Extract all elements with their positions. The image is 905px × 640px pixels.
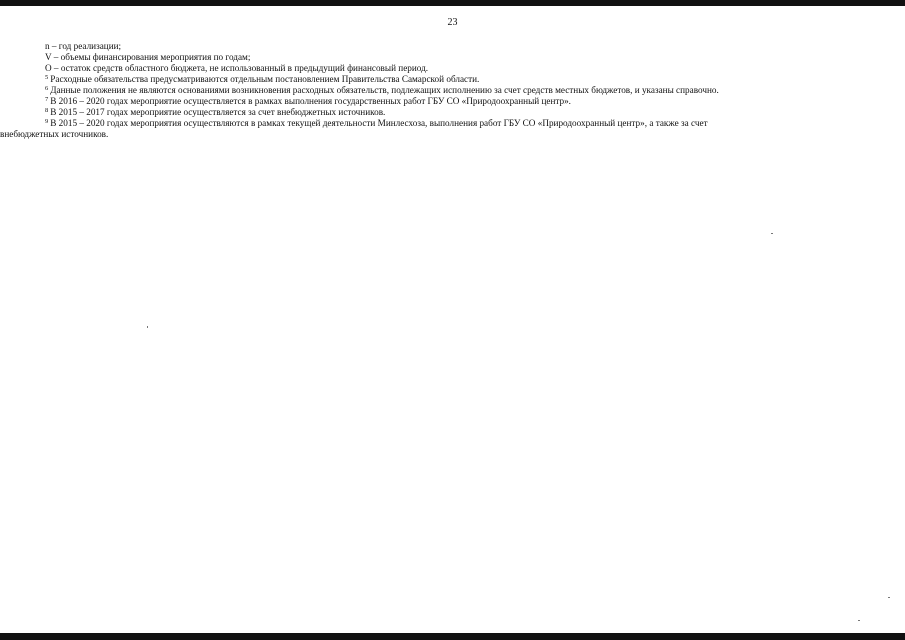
footnote-9-number: 9 bbox=[45, 118, 49, 125]
scan-speck bbox=[888, 597, 890, 598]
footnote-5-text: Расходные обязательства предусматриваются отдельным постановлением Правительства Самарской области. bbox=[50, 74, 480, 84]
footnote-8-number: 8 bbox=[45, 107, 49, 114]
page-number: 23 bbox=[447, 17, 458, 28]
footnote-9-continuation: внебюджетных источников. bbox=[0, 129, 109, 139]
notes-block bbox=[0, 41, 873, 140]
footnote-8 bbox=[45, 107, 873, 118]
page-bottom-border bbox=[0, 633, 905, 640]
definition-v: V – объемы финансирования мероприятия по годам; bbox=[45, 52, 251, 62]
footnote-6 bbox=[45, 85, 873, 96]
definition-o: O – остаток средств областного бюджета, не использованный в предыдущий финансовый период. bbox=[45, 63, 429, 73]
footnote-7 bbox=[45, 96, 873, 107]
footnote-7-number: 7 bbox=[45, 96, 49, 103]
footnote-8-text: В 2015 – 2017 годах мероприятие осуществляется за счет внебюджетных источников. bbox=[50, 107, 386, 117]
scan-speck bbox=[858, 620, 860, 621]
page-top-border bbox=[0, 0, 905, 6]
footnote-6-number: 6 bbox=[45, 85, 49, 92]
definition-n: n – год реализации; bbox=[45, 41, 122, 51]
footnote-5-number: 5 bbox=[45, 74, 49, 81]
footnote-7-text: В 2016 – 2020 годах мероприятие осуществляется в рамках выполнения государственных работ ГБУ СО «Природоохранный центр». bbox=[50, 96, 571, 106]
footnote-9-text: В 2015 – 2020 годах мероприятия осуществляются в рамках текущей деятельности Минлесхоза, выполнения работ ГБУ СО «Природоохранный центр», а также за счет bbox=[50, 118, 708, 128]
footnote-9 bbox=[45, 118, 873, 129]
footnote-6-text: Данные положения не являются основаниями возникновения расходных обязательств, подлежащих исполнению за счет средств местных бюджетов, и указаны справочно. bbox=[50, 85, 719, 95]
scan-speck bbox=[147, 326, 148, 328]
footnote-5 bbox=[45, 74, 873, 85]
scan-speck bbox=[771, 233, 773, 234]
